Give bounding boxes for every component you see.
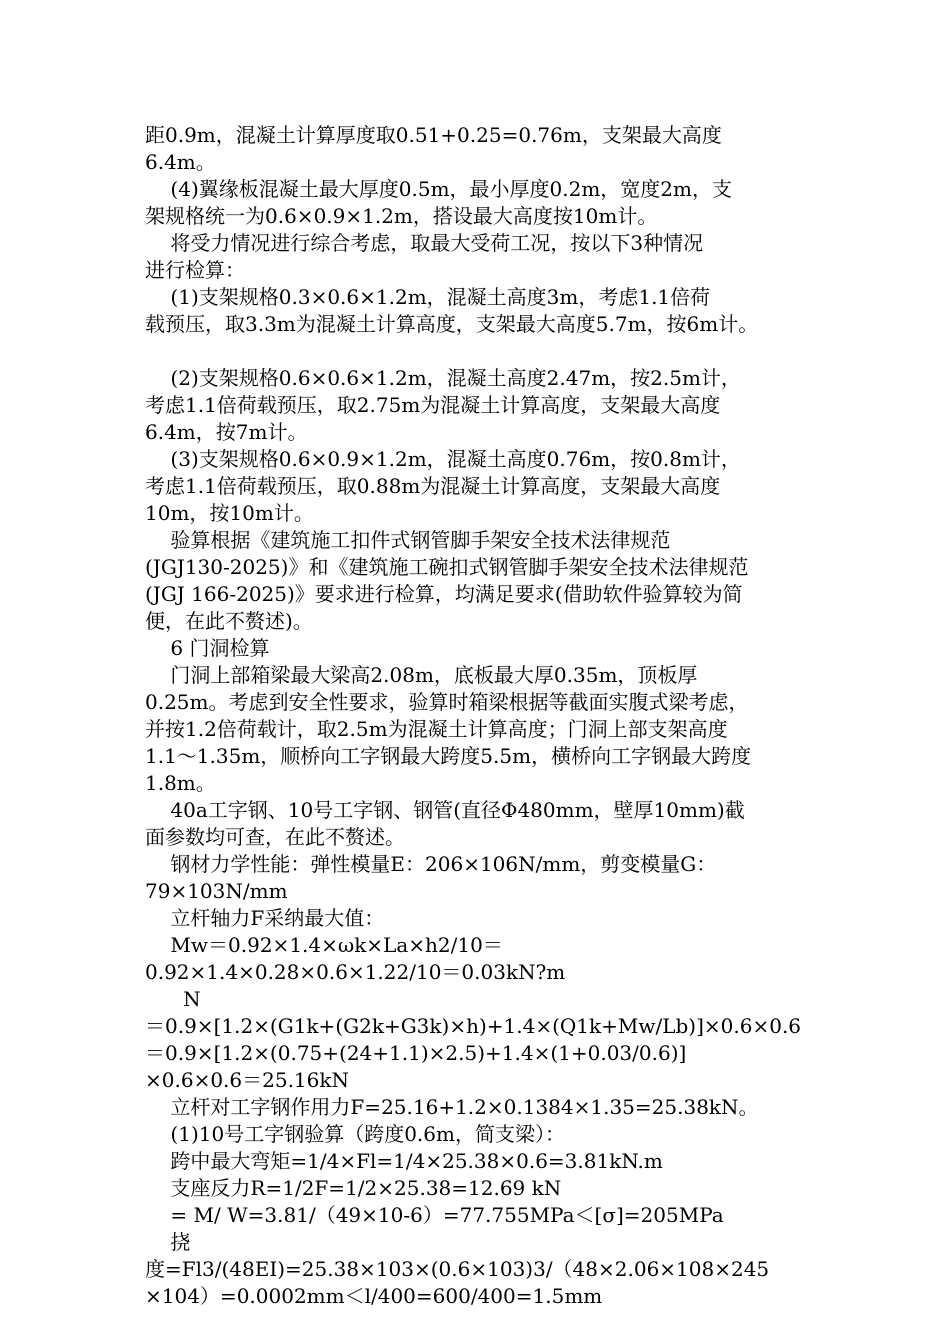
text-line: 架规格统一为0.6×0.9×1.2m，搭设最大高度按10m计。 — [145, 204, 658, 228]
formula-line: = M/ W=3.81/（49×10-6）=77.755MPa＜[σ]=205MPa — [145, 1203, 724, 1227]
text-line: 1.8m。 — [145, 771, 216, 795]
text-line: (1)支架规格0.3×0.6×1.2m，混凝土高度3m，考虑1.1倍荷 — [145, 285, 711, 309]
formula-line: 支座反力R=1/2F=1/2×25.38=12.69 kN — [145, 1176, 562, 1200]
text-line: 1.1～1.35m，顺桥向工字钢最大跨度5.5m，横桥向工字钢最大跨度 — [145, 744, 752, 768]
text-line: 立杆对工字钢作用力F=25.16+1.2×0.1384×1.35=25.38kN。 — [145, 1095, 759, 1119]
text-line: 钢材力学性能：弹性模量E：206×106N/mm，剪变模量G： — [145, 852, 717, 876]
formula-line: ×0.6×0.6＝25.16kN — [145, 1068, 350, 1092]
text-line: 便，在此不赘述)。 — [145, 609, 313, 633]
formula-line: ＝0.9×[1.2×(0.75+(24+1.1)×2.5)+1.4×(1+0.03/0.6)] — [145, 1041, 687, 1065]
text-line: 载预压，取3.3m为混凝土计算高度，支架最大高度5.7m，按6m计。 — [145, 312, 759, 336]
text-line: 验算根据《建筑施工扣件式钢管脚手架安全技术法律规范 — [145, 528, 671, 552]
text-line: 6.4m。 — [145, 150, 216, 174]
text-line: 79×103N/mm — [145, 879, 288, 903]
text-line: 挠 — [145, 1230, 191, 1254]
section-heading: 6 门洞检算 — [145, 636, 270, 660]
text-line: 10m，按10m计。 — [145, 501, 314, 525]
text-line: (3)支架规格0.6×0.9×1.2m，混凝土高度0.76m，按0.8m计， — [145, 447, 741, 471]
body-text — [145, 122, 815, 1310]
text-line: (2)支架规格0.6×0.6×1.2m，混凝土高度2.47m，按2.5m计， — [145, 366, 741, 390]
text-line: 立杆轴力F采纳最大值： — [145, 906, 385, 930]
formula-line: N — [145, 987, 201, 1011]
text-line: 考虑1.1倍荷载预压，取2.75m为混凝土计算高度，支架最大高度 — [145, 393, 721, 417]
text-line: 门洞上部箱梁最大梁高2.08m，底板最大厚0.35m，顶板厚 — [145, 663, 698, 687]
formula-line: ＝0.9×[1.2×(G1k+(G2k+G3k)×h)+1.4×(Q1k+Mw/Lb)]×0.6×0.6 — [145, 1014, 802, 1038]
formula-line: Mw＝0.92×1.4×ωk×La×h2/10＝ — [145, 933, 503, 957]
text-line: (JGJ 166-2025)》要求进行检算，均满足要求(借助软件验算较为简 — [145, 582, 743, 606]
text-line: 距0.9m，混凝土计算厚度取0.51+0.25=0.76m，支架最大高度 — [145, 123, 722, 147]
text-line: 40a工字钢、10号工字钢、钢管(直径Φ480mm，壁厚10mm)截 — [145, 798, 745, 822]
blank-line — [145, 338, 815, 365]
text-line: 考虑1.1倍荷载预压，取0.88m为混凝土计算高度，支架最大高度 — [145, 474, 721, 498]
text-line: 进行检算： — [145, 258, 245, 282]
formula-line: 跨中最大弯矩=1/4×Fl=1/4×25.38×0.6=3.81kN.m — [145, 1149, 663, 1173]
text-line: 0.25m。考虑到安全性要求，验算时箱梁根据等截面实腹式梁考虑， — [145, 690, 749, 714]
text-line: (JGJ130-2025)》和《建筑施工碗扣式钢管脚手架安全技术法律规范 — [145, 555, 749, 579]
formula-line: ×104）=0.0002mm＜l/400=600/400=1.5mm — [145, 1284, 603, 1308]
text-line: 面参数均可查，在此不赘述。 — [145, 825, 405, 849]
text-line: 6.4m，按7m计。 — [145, 420, 308, 444]
formula-line: 度=Fl3/(48EI)=25.38×103×(0.6×103)3/（48×2.06×108×245 — [145, 1257, 770, 1281]
formula-line: 0.92×1.4×0.28×0.6×1.22/10＝0.03kN?m — [145, 960, 566, 984]
text-line: 并按1.2倍荷载计，取2.5m为混凝土计算高度；门洞上部支架高度 — [145, 717, 728, 741]
text-line: 将受力情况进行综合考虑，取最大受荷工况，按以下3种情况 — [145, 231, 704, 255]
text-line: (1)10号工字钢验算（跨度0.6m，简支梁）： — [145, 1122, 565, 1146]
text-line: (4)翼缘板混凝土最大厚度0.5m，最小厚度0.2m，宽度2m，支 — [145, 177, 732, 201]
